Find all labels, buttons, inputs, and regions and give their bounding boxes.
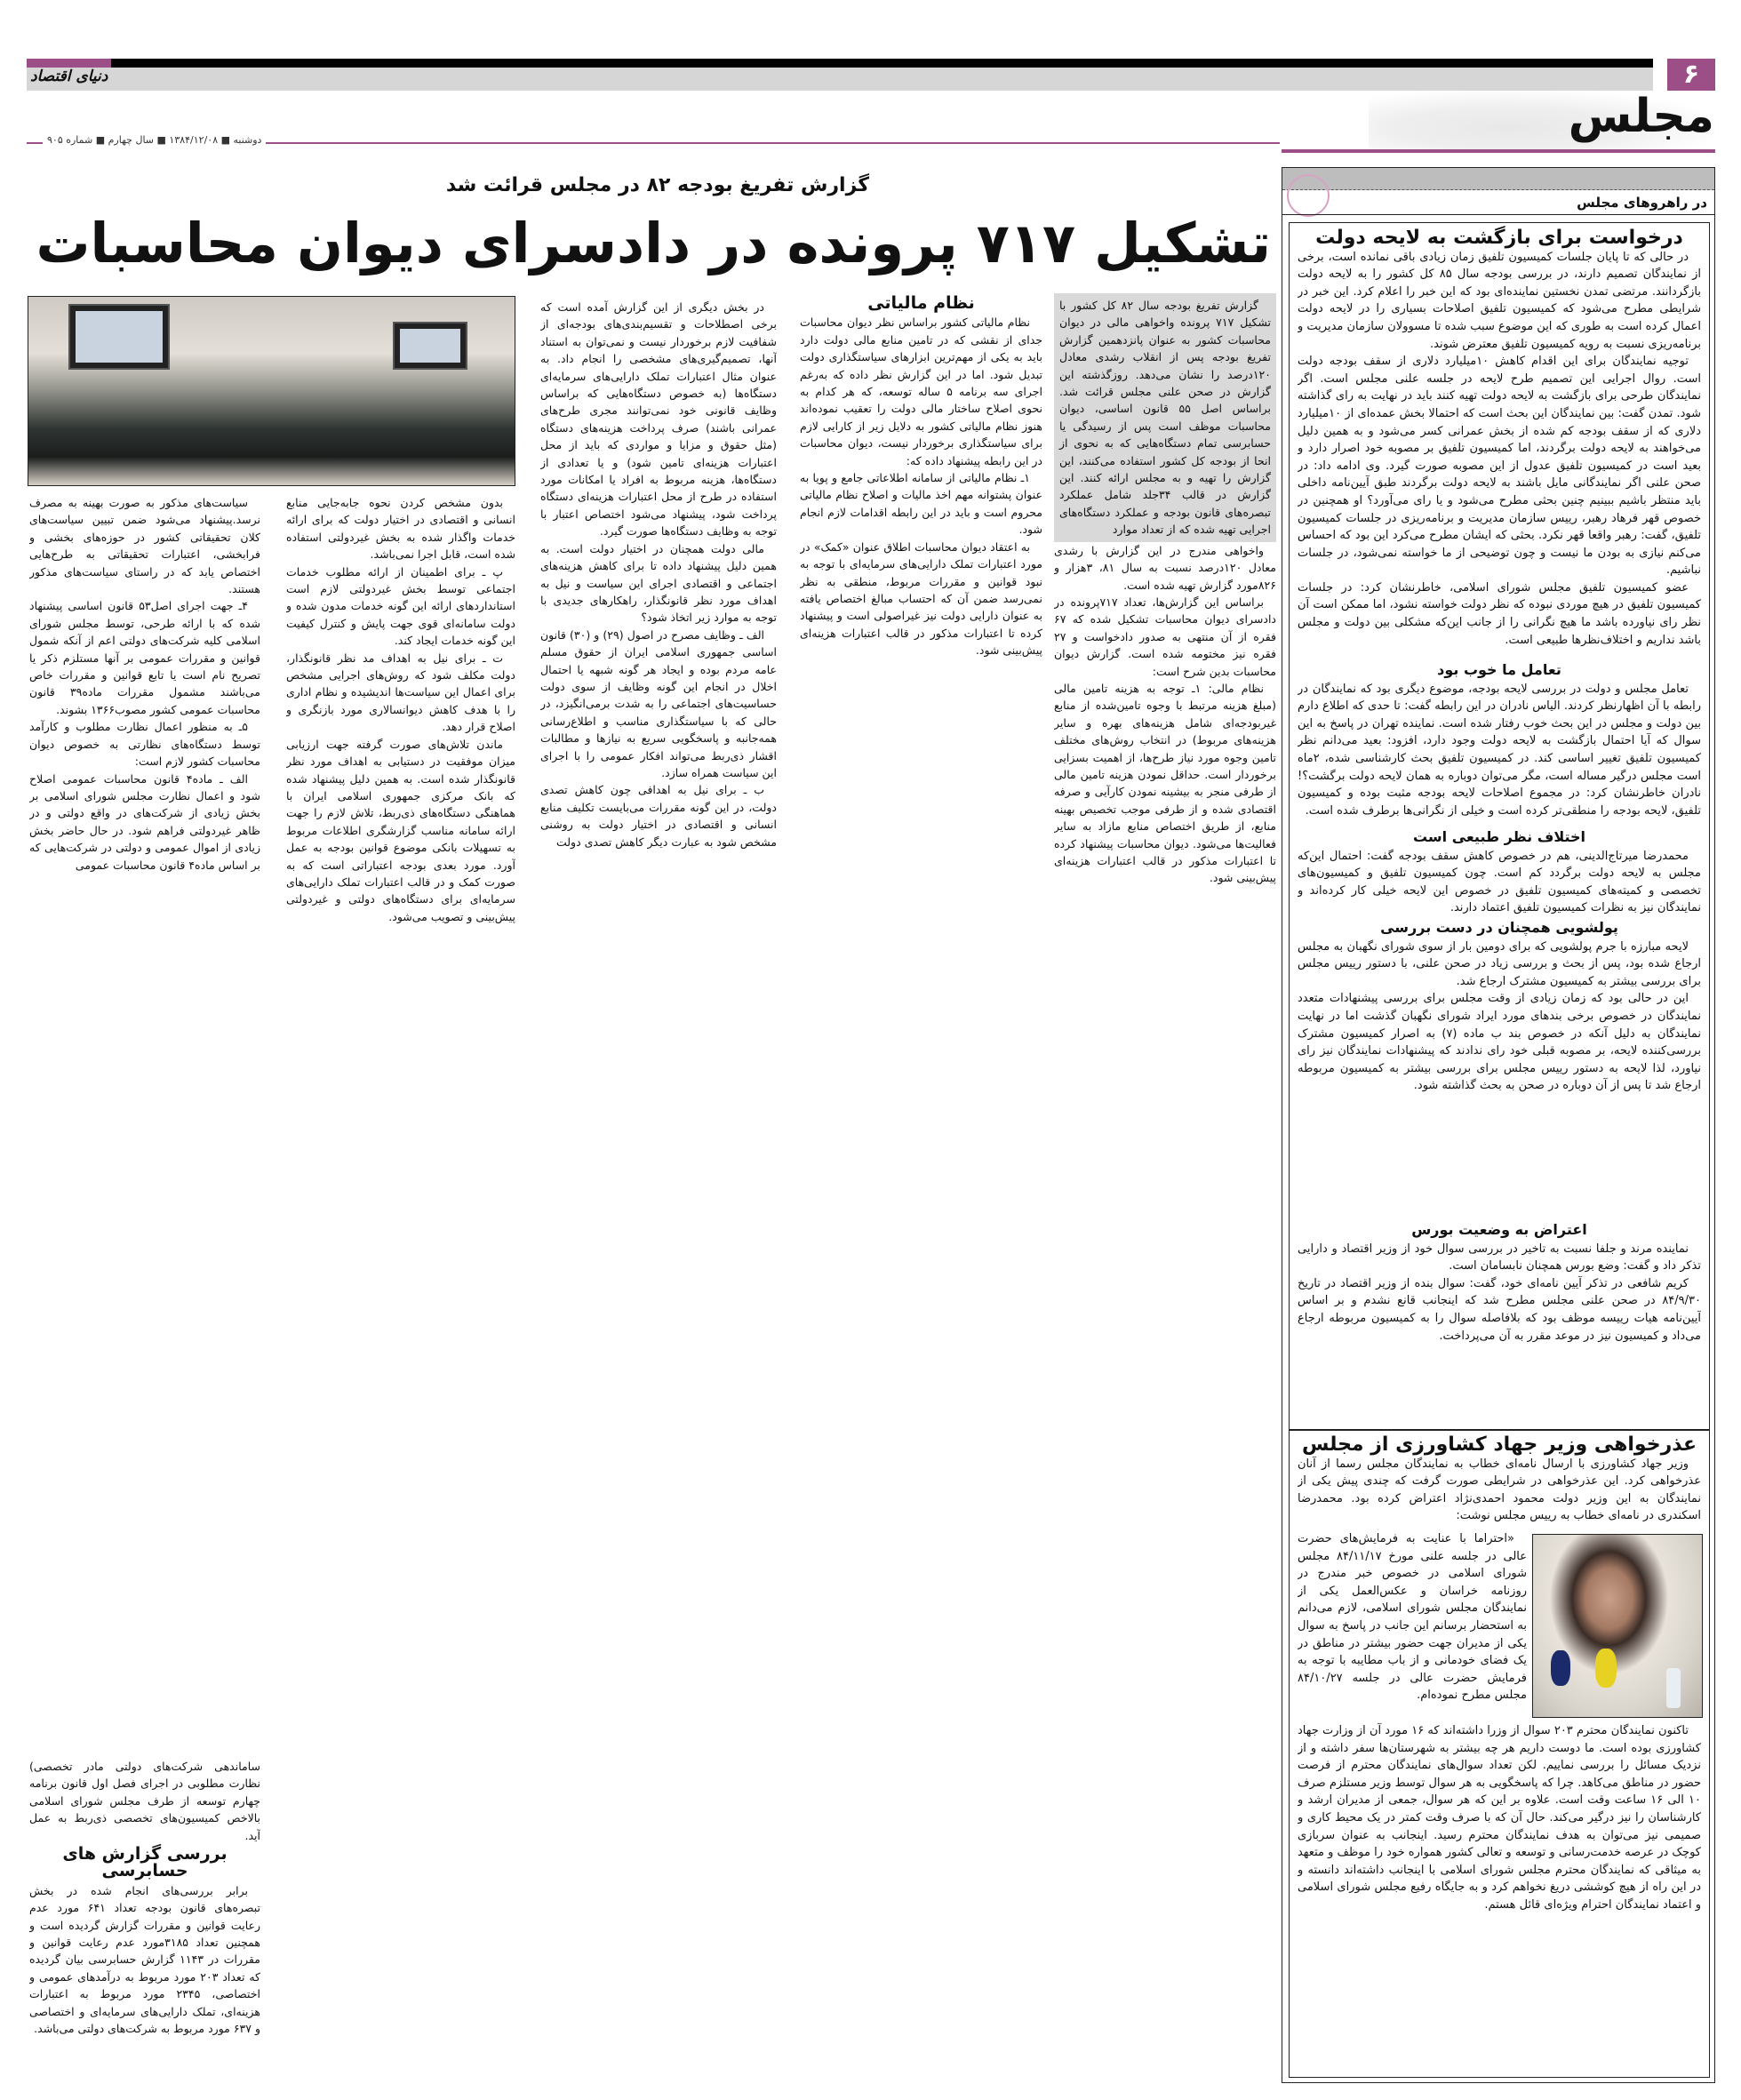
paragraph: بدون مشخص کردن نحوه جابه‌جایی منابع انسانی و اقتصادی در اختیار دولت که برای ارائه خدمات واگذار شده به بخش غیردولتی استفاده شده است، قابل اجرا نمی‌باشد. <box>286 496 515 562</box>
paragraph: ساماندهی شرکت‌های دولتی مادر تخصصی) نظارت مطلوبی در اجرای فصل اول قانون برنامه چهارم توسعه از طرف مجلس شورای اسلامی بالاخص کمیسیون‌های تخصصی ذی‌ربط به عمل آید. <box>29 1760 260 1842</box>
sidebar-section-laundering <box>1298 917 1701 1219</box>
paragraph: الف ـ ماده۴ قانون محاسبات عمومی اصلاح شود و اعمال نظارت مجلس شورای اسلامی بر بخش زیادی از شرکت‌های در واقع دولتی و در ظاهر غیردولتی فراهم شود. در حال حاضر بخش زیادی از اموال عمومی و دولتی در شرکت‌هایی که بر اساس ماده۴ قانون محاسبات عمومی <box>29 771 260 872</box>
article-kicker-box <box>133 172 1182 199</box>
paragraph: عضو کمیسیون تلفیق مجلس شورای اسلامی، خاطرنشان کرد: در جلسات کمیسیون تلفیق در هیچ موردی نبوده که نظر دولت خواسته نشود، اما ممکن است آن نظر رای نیاورده باشد ما هیچ نگرانی را از جانب این‌که مشکلی بین دولت و مجلس باشد نداریم و اختلاف‌نظرها طبیعی است. <box>1298 580 1701 647</box>
display-screen <box>68 304 170 370</box>
header-band <box>27 68 1653 91</box>
paragraph: ۵ـ به منظور اعمال نظارت مطلوب و کارآمد توسط دستگاه‌های نظارتی به خصوص دیوان محاسبات کشور لازم است: <box>29 720 260 769</box>
paragraph: برابر بررسی‌های انجام شده در بخش تبصره‌های قانون بودجه تعداد ۶۴۱ مورد عدم رعایت قوانین و مقررات گزارش گردیده است و همچنین تعداد ۳۱۸۵مورد عدم رعایت قوانین و مقررات در ۱۱۴۳ گزارش حسابرسی بیان گردیده که تعداد ۲۰۳ مورد مربوط به درآمدهای عمومی و اختصاصی، ۲۳۴۵ مورد مربوط به اعتبارات هزینه‌ای، تملک دارایی‌های سرمایه‌ای و اختصاصی و ۶۳۷ مورد مربوط به شرکت‌های دولتی می‌باشد. <box>29 1883 260 2036</box>
subheading-tax-system: نظام مالیاتی <box>867 293 975 313</box>
paragraph: واخواهی مندرج در این گزارش با رشدی معادل ۱۲۰درصد نسبت به سال ۸۱، ۳هزار و ۸۲۶مورد گزارش تهیه شده است. <box>1054 543 1276 592</box>
paragraph: الف ـ وظایف مصرح در اصول (۲۹) و (۳۰) قانون اساسی جمهوری اسلامی ایران از حقوق مسلم عامه مردم بوده و ایجاد هر گونه شبهه یا احتمال اخلال در انجام این گونه وظایف از سوی دولت حساسیت‌های اجتماعی را به شدت برمی‌انگیزد، در حالی که با سیاستگذاری مناسب و اطلاع‌رسانی همه‌جانبه و پاسخگویی سریع به نیازها و مطالبات اقشار ذی‌ربط می‌تواند افکار عمومی را با اجرای این سیاست همراه سازد. <box>540 627 777 779</box>
paragraph: نظام مالی: ۱ـ توجه به هزینه تامین مالی (مبلغ هزینه مرتبط با وجوه تامین‌شده از منابع غیربودجه‌ای شامل هزینه‌های بهره و سایر هزینه‌های مربوط) در انتخاب روش‌های مختلف تامین وجوه مورد نیاز طرح‌ها، از اهمیت بسزایی برخوردار است. حداقل نمودن هزینه تامین مالی از طرفی منجر به بیشینه نمودن کارآیی و صرفه اقتصادی شده و از طرفی موجب تخصیص بهینه منابع، از طریق اختصاص منابع مازاد به سایر فعالیت‌ها می‌شود. دیوان محاسبات پیشنهاد کرده تا اعتبارات مذکور در قالب اعتبارات هزینه‌ای پیش‌بینی شود. <box>1054 681 1276 885</box>
dateline: دوشنبه ■ ۱۳۸۴/۱۲/۰۸ ■ سال چهارم ■ شماره ۹۰۵ <box>43 134 266 146</box>
subheading-audit-reports: بررسی گزارش های حسابرسی <box>62 1844 228 1881</box>
sidebar-label: در راهروهای مجلس <box>1282 190 1714 215</box>
top-rule-accent <box>27 59 111 68</box>
section-divider <box>1289 1429 1710 1431</box>
audit-reports-section <box>29 1758 260 2080</box>
paragraph: در حالی که تا پایان جلسات کمیسیون تلفیق زمان زیادی باقی نمانده است، برخی از نمایندگان تصمیم دارند، در بررسی بودجه سال ۸۵ کل کشور را به لایحه دولت بازگردانند. مرتضی تمدن نخستین نماینده‌ای بود که این خبر را اعلام کرد. این خبر در شرایطی مطرح می‌شود که کمیسیون تلفیق اصلاحات بسیاری را در لایحه دولت اعمال کرده است به طوری که این موضوع سبب شده تا مسوولان سازمان مدیریت و برنامه‌ریزی نسبت به رویه کمیسیون تلفیق معترض شوند. <box>1298 250 1701 351</box>
paragraph: محمدرضا میرتاج‌الدینی، هم در خصوص کاهش سقف بودجه گفت: احتمال این‌که مجلس به لایحه دولت برگردد کم است. چون کمیسیون تلفیق و کمیسیون‌های تخصصی و کمیته‌های کمیسیون تلفیق در خصوص این لایحه خیلی کار کرده‌اند و نمایندگان نیز به نظرات کمیسیون تلفیق اعتماد دارند. <box>1298 849 1701 915</box>
sidebar-section-cooperation <box>1298 659 1701 826</box>
water-bottle <box>1666 1668 1681 1708</box>
page-number: ۶ <box>1667 59 1715 91</box>
paragraph: «احتراما با عنایت به فرمایش‌های حضرت عالی در جلسه علنی مورخ ۸۴/۱۱/۱۷ مجلس شورای اسلامی در خصوص خبر مندرج در روزنامه خراسان و عکس‌العمل یکی از نمایندگان مجلس شورای اسلامی، لازم می‌دانم به استحضار برسانم این جانب در پاسخ به سوال یکی از مدیران جهت حضور بیشتر در مناطق در یک فضای خودمانی و از باب مطایبه با توجه به فرمایش حضرت عالی در جلسه ۸۴/۱۰/۲۷ مجلس مطرح نموده‌ام. <box>1298 1532 1527 1703</box>
paragraph: نظام مالیاتی کشور براساس نظر دیوان محاسبات جدای از نقشی که در تامین منابع مالی دولت دارد باید به یکی از مهم‌ترین ابزارهای سیاستگذاری دولت تبدیل شود. اما در این گزارش نظر داده که به‌رغم اجرای سه برنامه ۵ ساله توسعه، که هر کدام به نحوی اصلاح ساختار مالی دولت را تعقیب نموده‌اند هنوز نظام مالیاتی کشور به دلایل زیر از کارایی لازم برای سیاستگذاری برخوردار نیست، دیوان محاسبات در این رابطه پیشنهاد داده که: <box>800 315 1042 467</box>
microphone <box>1551 1650 1570 1686</box>
paragraph: سیاست‌های مذکور به صورت بهینه به مصرف نرسد.پیشنهاد می‌شود ضمن تبیین سیاست‌های کلان تحقیقاتی کشور در حوزه‌های بخشی و فرابخشی، اعتبارات تحقیقاتی به طرح‌هایی اختصاص یابد که در راستای سیاست‌های مذکور هستند. <box>29 496 260 596</box>
section-rule <box>1282 149 1715 153</box>
paragraph: مالی دولت همچنان در اختیار دولت است. به همین دلیل پیشنهاد داده تا برای کاهش هزینه‌های اجتماعی و اقتصادی اجرای این سیاست و نیل به اهداف مورد نظر قانونگذار، راهکارهای جدیدی با توجه به موارد زیر اتخاذ شود؟ <box>540 541 777 625</box>
subheading-stock-market: اعتراض به وضعیت بورس <box>1411 1221 1587 1238</box>
paragraph: ت ـ برای نیل به اهداف مد نظر قانونگذار، دولت مکلف شود که روش‌های اجرایی مشخص برای اعمال این سیاست‌ها اندیشیده و نظام اداری را با هدف کاهش دیوانسالاری مورد بازنگری و اصلاح قرار دهد. <box>286 651 515 734</box>
top-rule <box>27 59 1653 68</box>
article-column-3 <box>540 299 777 2080</box>
paragraph: براساس این گزارش‌ها، تعداد ۷۱۷پرونده در دادسرای دیوان محاسبات تشکیل شده که ۶۷ فقره از آن منتهی به صدور دادخواست و ۲۷ فقره نیز مختومه شده است. گزارش دیوان محاسبات بدین شرح است: <box>1054 595 1276 678</box>
paragraph: لایحه مبارزه با جرم پولشویی که برای دومین بار از سوی شورای نگهبان به مجلس ارجاع شده بود، پس از بحث و بررسی زیاد در صحن علنی، با دستور رییس مجلس برای بررسی بیشتر به کمیسیون مشترک ارجاع شد. <box>1298 939 1701 988</box>
display-screen <box>393 322 467 370</box>
newspaper-logo: دنیای اقتصاد <box>30 68 108 85</box>
paragraph: توجیه نمایندگان برای این اقدام کاهش ۱۰میلیارد دلاری از سقف بودجه دولت است. روال اجرایی این تصمیم طرح لایحه در جلسه علنی مجلس است. اگر نمایندگان طرحی برای بازگشت به لایحه دولت تهیه کنند باید در نهایت به رای گذاشته شود. تمدن گفت: بین نمایندگان این بحث است که احتمالا بخش عمده‌ای از ۱۰میلیارد دلاری که از سقف بودجه کم شده از بخش عمرانی کسر می‌شود و به همین دلیل می‌خواهند به لایحه دولت برگردند، اما کمیسیون تلفیق بر مصوبه خود اصرار دارد و بعید است در کمیسیون تلفیق عدول از این مصوبه صورت گیرد. وی ادامه داد: در صحن علنی اگر نمایندگانی مایل باشند به لایحه دولت برگردند طبق آیین‌نامه داخلی باید منتظر باشیم ببینیم چنین بحثی مطرح می‌شود و یا رای می‌آورد؟ او همچنین در خصوص قهر فرهاد رهبر، رییس سازمان مدیریت و برنامه‌ریزی در جلسات کمیسیون تلفیق، گفت: رهبر واقعا قهر نکرد. بحثی که ایشان مطرح می‌کرد این بود که احساس می‌کنم نیازی به بودن ما نیست و چون توضیحی از ما خواسته نمی‌شود، در جلسات نباشیم. <box>1298 355 1701 578</box>
subheading-money-laundering: پولشویی همچنان در دست بررسی <box>1380 919 1618 936</box>
paragraph: ۱ـ نظام مالیاتی از سامانه اطلاعاتی جامع و پویا به عنوان پشتوانه مهم اخذ مالیات و اصلاح نظام مالیاتی محروم است و باید در این رابطه اقدامات لازم انجام شود. <box>800 471 1042 537</box>
paragraph: تاکنون نمایندگان محترم ۲۰۳ سوال از وزرا داشته‌اند که ۱۶ مورد آن از وزارت جهاد کشاورزی بوده است. ما دوست داریم هر چه بیشتر به شهرستان‌ها سفر داشته و از نزدیک مسائل را بررسی نماییم. لکن تعداد سوال‌های نمایندگان محترم از فرصت حضور در مناطق می‌کاهد. چرا که پاسخگویی به هر سوال توسط وزیر مستلزم صرف ۱۰ الی ۱۶ ساعت وقت است. علاوه بر این که هر سوال، جمعی از مدیران ارشد و کارشناسان را نیز درگیر می‌کند. حال آن که با صرف وقت کمتر در یک محیط کاری و صمیمی نیز می‌توان به هدف نمایندگان محترم رسید. اینجانب به عنوان سربازی کوچک در عرصه خدمت‌رسانی و توسعه و تعالی کشور همواره خود را موظف و متعهد به میثاقی که نمایندگان محترم مجلس شورای اسلامی با اینجانب داشته‌اند دانسته و در این راه از هیچ کوششی دریغ نخواهم کرد و به جایگاه رفیع مجلس شورای اسلامی و اعتماد نمایندگان احترام ویژه‌ای قائل هستم. <box>1298 1724 1701 1912</box>
paragraph: کریم شافعی در تذکر آیین نامه‌ای خود، گفت: سوال بنده از وزیر اقتصاد در تاریخ ۸۴/۹/۳۰ در صحن علنی مجلس مطرح شد که اینجانب قانع نشدم و بر اساس آیین‌نامه هیات رییسه موظف بود که بلافاصله سوال را به کمیسیون مربوطه ارجاع می‌داد و کمیسیون نیز در موعد مقرر به آن می‌پرداخت. <box>1298 1276 1701 1343</box>
sidebar-section-apology <box>1298 1433 1701 1530</box>
minister-photo <box>1532 1534 1703 1718</box>
article-lead: گزارش تفریغ بودجه سال ۸۲ کل کشور با تشکیل ۷۱۷ پرونده واخواهی مالی در دیوان محاسبات کشور به عنوان پانزدهمین گزارش تفریغ بودجه پس از انقلاب رشدی معادل ۱۲۰درصد را نشان می‌دهد. روزگذشته این گزارش در صحن علنی مجلس قرائت شد. براساس اصل ۵۵ قانون اساسی، دیوان محاسبات موظف است پس از رسیدگی یا حسابرسی تمام دستگاه‌هایی که به نحوی از انحا از بودجه کل کشور استفاده می‌کنند، این گزارش را تهیه و به مجلس ارائه کنند. این گزارش در قالب ۳۴جلد شامل عملکرد تبصره‌های قانون بودجه و عملکرد دستگاه‌های اجرایی تهیه شده که از تعداد موارد <box>1054 293 1276 542</box>
parliament-hall-photo <box>28 296 515 486</box>
article-column-5 <box>1054 293 1276 2080</box>
paragraph: ۴ـ جهت اجرای اصل۵۳ قانون اساسی پیشنهاد شده که با ارائه طرحی، توسط مجلس شورای اسلامی کلیه شرکت‌های دولتی اعم از آنکه شمول قوانین و مقررات عمومی بر آنها مستلزم ذکر یا تصریح نام است یا تابع قوانین و مقررات خاص می‌باشند مشمول مقررات ماده۳۹ قانون محاسبات عمومی کشور مصوب۱۳۶۶ بشوند. <box>29 599 260 716</box>
paragraph: در بخش دیگری از این گزارش آمده است که برخی اصطلاحات و تقسیم‌بندی‌های بودجه‌ای از شفافیت لازم برخوردار نیست و نمی‌توان به استناد آنها، تصمیم‌گیری‌های مشخصی را انجام داد. به عنوان مثال اعتبارات تملک دارایی‌های سرمایه‌ای دستگاه‌ها (به خصوص دستگاه‌هایی که براساس وظایف قانونی خود نمی‌توانند مجری طرح‌های عمرانی باشند) صرف پرداخت هزینه‌های دستگاه (مثل حقوق و مزایا و مواردی که باید از محل اعتبارات هزینه‌ای تامین شود) و یا تعدادی از دستگاه‌ها، هزینه مربوط به افراد یا امکانات مورد استفاده در طرح از محل اعتبارات هزینه‌ای دستگاه پرداخت شود، پیشنهاد می‌شود اختصاص اعتبار با توجه به وظایف دستگاه‌ها صورت گیرد. <box>540 300 777 539</box>
paragraph: نماینده مرند و جلفا نسبت به تاخیر در بررسی سوال خود از وزیر اقتصاد و دارایی تذکر داد و گفت: وضع بورس همچنان نابسامان است. <box>1298 1242 1701 1274</box>
sidebar-header-band <box>1282 168 1714 190</box>
article-headline-box <box>36 206 1271 281</box>
microphone <box>1595 1649 1617 1688</box>
article-column-1 <box>29 494 260 1756</box>
paragraph: پ ـ برای اطمینان از ارائه مطلوب خدمات اجتماعی توسط بخش غیردولتی لازم است استانداردهای ارائه این گونه خدمات مدون شده و دولت سامانه‌ای قوی جهت پایش و کنترل کیفیت این گونه خدمات ایجاد کند. <box>286 564 515 648</box>
article-headline: تشکیل ۷۱۷ پرونده در دادسرای دیوان محاسبات <box>36 211 1271 275</box>
article-column-2 <box>286 494 515 2080</box>
sidebar-section-disagreement <box>1298 826 1701 917</box>
sidebar-section-stock <box>1298 1219 1701 1424</box>
paragraph: ماندن تلاش‌های صورت گرفته جهت ارزیابی میزان موفقیت در دستیابی به اهداف مورد نظر قانونگذار شده است. به همین دلیل پیشنهاد شده که بانک مرکزی جمهوری اسلامی ایران با هماهنگی دستگاه‌های ذی‌ربط، تلاش لازم را جهت ارائه سامانه مناسب گزارشگری اطلاعات مربوط به تسهیلات بانکی موضوع قوانین بودجه به عمل آورد. مورد بعدی بودجه اعتباراتی است که به صورت کمک و در قالب اعتبارات تملک دارایی‌های سرمایه‌ای برای دستگاه‌های دولتی و غیردولتی پیش‌بینی و تصویب می‌شود. <box>286 737 515 923</box>
subheading-cooperation: تعامل ما خوب بود <box>1437 661 1561 678</box>
article-column-4 <box>800 293 1042 2080</box>
subheading-apology: عذرخواهی وزیر جهاد کشاورزی از مجلس <box>1302 1433 1697 1456</box>
sidebar-section-return <box>1298 226 1701 659</box>
paragraph: به اعتقاد دیوان محاسبات اطلاق عنوان «کمک» در مورد اعتبارات تملک دارایی‌های سرمایه‌ای با توجه به نبود قوانین و مقررات مربوط، منطقی به نظر نمی‌رسد ضمن آن که احتساب مبالغ اختصاص یافته به عنوان دارایی دولت نیز غیراصولی است و پیشنهاد کرده تا اعتبارات مذکور در قالب اعتبارات هزینه‌ای پیش‌بینی شود. <box>800 539 1042 658</box>
apology-body <box>1298 1722 1701 2074</box>
apology-quote <box>1298 1530 1527 1721</box>
section-title: مجلس <box>1568 90 1714 143</box>
subheading-disagreement: اختلاف نظر طبیعی است <box>1412 828 1586 845</box>
paragraph: این در حالی بود که زمان زیادی از وقت مجلس برای بررسی پیشنهادات متعدد نمایندگان در خصوص برخی بندهای مورد ایراد شورای نگهبان گذشت اما در نهایت نمایندگان به دلیل آنکه در خصوص بند ب ماده (۷) به اصرار کمیسیون مشترک بررسی‌کننده لایحه، بر مصوبه قبلی خود رای ندادند که پیشنهادات نمایندگان نیز رای نیاورد، لذا لایحه به دستور رییس مجلس برای بررسی بیشتر به کمیسیون مربوطه ارجاع شد تا پس از آن دوباره در صحن به بحث گذاشته شود. <box>1298 992 1701 1093</box>
paragraph: وزیر جهاد کشاورزی با ارسال نامه‌ای خطاب به نمایندگان مجلس رسما از آنان عذرخواهی کرد. این عذرخواهی در شرایطی صورت گرفت که چندی پیش یکی از نمایندگان به این وزیر دولت محمود احمدی‌نژاد اعتراض کرده بود. محمدرضا اسکندری در نامه‌ای خطاب به رییس مجلس نوشت: <box>1298 1457 1701 1523</box>
paragraph: تعامل مجلس و دولت در بررسی لایحه بودجه، موضوع دیگری بود که نمایندگان در رابطه با آن اظهارنظر کردند. الیاس نادران در این رابطه گفت: تا حدی که اطلاع دارم بین دولت و مجلس در این بحث خوب رفتار شده است. نماینده تهران در پاسخ به این سوال که آیا احتمال بازگشت به لایحه دولت وجود دارد، افزود: بعید می‌دانم نظر کمیسیون تلفیق تغییر اساسی کند. در کمیسیون تلفیق بحث کارشناسی شده، ۲ماه است مجلس درگیر مساله است، مگر می‌توان دوباره به همان لایحه دولت برگشت؟! نادران خاطرنشان کرد: در مجموع اصلاحات لایحه بودجه مثبت بوده و کمیسیون تلفیق، لایحه بودجه را منطقی‌تر کرده است و خیلی از نگرانی‌ها برطرف شده است. <box>1298 682 1701 818</box>
sidebar-main-heading: درخواست برای بازگشت به لایحه دولت <box>1315 227 1683 249</box>
article-kicker: گزارش تفریغ بودجه ۸۲ در مجلس قرائت شد <box>445 174 870 196</box>
paragraph: ب ـ برای نیل به اهدافی چون کاهش تصدی دولت، در این گونه مقررات می‌بایست تکلیف منابع انسانی و اقتصادی در اختیار دولت به روشنی مشخص شود به عبارت دیگر کاهش تصدی دولت <box>540 783 777 849</box>
